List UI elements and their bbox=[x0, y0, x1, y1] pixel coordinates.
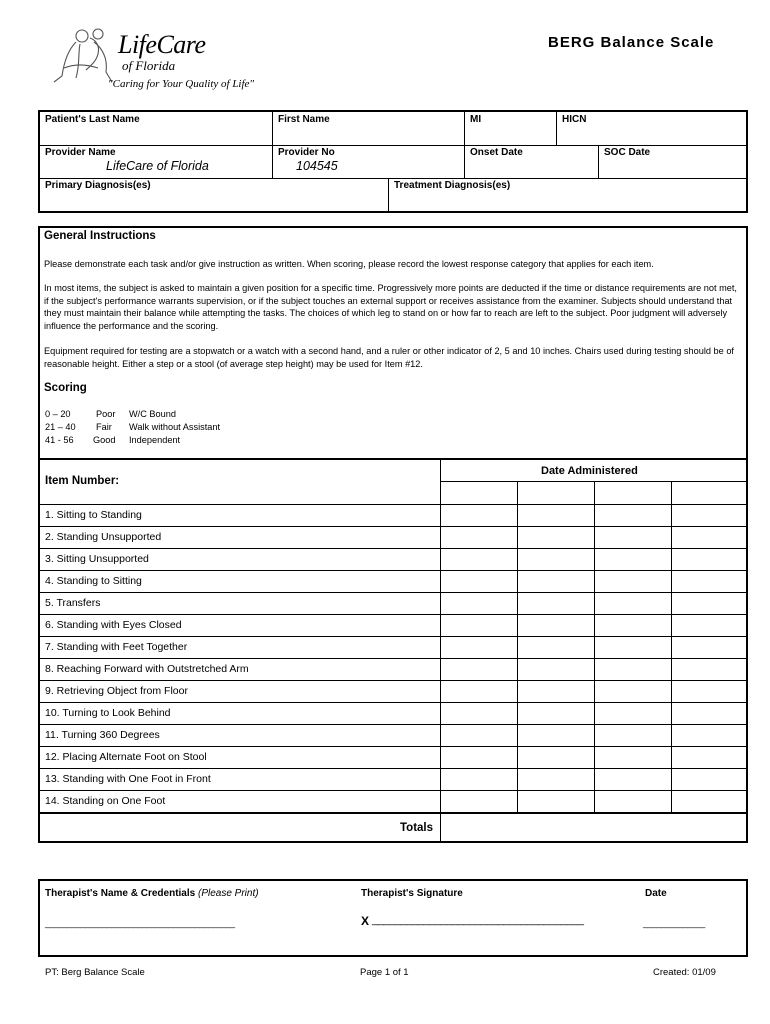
score-cell[interactable] bbox=[441, 527, 516, 547]
score-cell[interactable] bbox=[441, 769, 516, 789]
score-cell[interactable] bbox=[595, 769, 670, 789]
table-row-label: 7. Standing with Feet Together bbox=[45, 641, 188, 653]
scoring-level-2: Fair bbox=[96, 422, 112, 432]
score-cell[interactable] bbox=[672, 637, 746, 657]
score-cell[interactable] bbox=[672, 769, 746, 789]
hicn-label: HICN bbox=[562, 114, 587, 125]
score-cell[interactable] bbox=[518, 703, 593, 723]
score-cell[interactable] bbox=[518, 505, 593, 525]
therapist-signature-field[interactable]: _____________________________________ bbox=[372, 914, 584, 926]
soc-date-label: SOC Date bbox=[604, 147, 651, 158]
score-cell[interactable] bbox=[595, 527, 670, 547]
footer-created-date: Created: 01/09 bbox=[653, 967, 716, 978]
general-instructions-heading: General Instructions bbox=[44, 230, 156, 242]
provider-no-value: 104545 bbox=[296, 159, 338, 173]
date-column-divider bbox=[440, 458, 441, 843]
scoring-level-1: Poor bbox=[96, 409, 116, 419]
score-cell[interactable] bbox=[672, 505, 746, 525]
footer-page-number: Page 1 of 1 bbox=[360, 967, 409, 978]
score-cell[interactable] bbox=[518, 791, 593, 811]
scoring-range-3: 41 - 56 bbox=[45, 435, 74, 445]
score-cell[interactable] bbox=[672, 681, 746, 701]
logo-brand: LifeCare bbox=[118, 30, 206, 59]
score-cell[interactable] bbox=[518, 527, 593, 547]
score-cell[interactable] bbox=[518, 769, 593, 789]
score-cell[interactable] bbox=[672, 615, 746, 635]
score-cell[interactable] bbox=[441, 615, 516, 635]
instructions-paragraph-1: Please demonstrate each task and/or give instruction as written. When scoring, please record the lowest response category that applies for each item. bbox=[44, 259, 654, 269]
table-row-label: 9. Retrieving Object from Floor bbox=[45, 685, 188, 697]
table-row-label: 10. Turning to Look Behind bbox=[45, 707, 171, 719]
logo-subtitle: of Florida bbox=[122, 58, 176, 73]
date-label: Date bbox=[645, 888, 667, 899]
score-cell[interactable] bbox=[595, 747, 670, 767]
date-administered-label: Date Administered bbox=[541, 465, 638, 477]
score-cell[interactable] bbox=[518, 637, 593, 657]
score-cell[interactable] bbox=[595, 637, 670, 657]
score-cell[interactable] bbox=[672, 659, 746, 679]
score-cell[interactable] bbox=[518, 571, 593, 591]
score-cell[interactable] bbox=[518, 593, 593, 613]
score-cell[interactable] bbox=[518, 747, 593, 767]
provider-no-label: Provider No bbox=[278, 147, 335, 158]
totals-divider bbox=[38, 812, 748, 814]
totals-label: Totals bbox=[400, 822, 434, 834]
footer-form-name: PT: Berg Balance Scale bbox=[45, 967, 145, 978]
score-cell[interactable] bbox=[518, 681, 593, 701]
score-cell[interactable] bbox=[672, 747, 746, 767]
score-cell[interactable] bbox=[441, 747, 516, 767]
therapist-name-label: Therapist's Name & Credentials bbox=[45, 888, 196, 899]
score-cell[interactable] bbox=[441, 571, 516, 591]
scoring-range-1: 0 – 20 bbox=[45, 409, 71, 419]
score-cell[interactable] bbox=[518, 725, 593, 745]
scoring-heading: Scoring bbox=[44, 382, 87, 394]
treatment-diagnosis-label: Treatment Diagnosis(es) bbox=[394, 180, 511, 191]
logo-figure-icon bbox=[50, 24, 120, 86]
scoring-range-2: 21 – 40 bbox=[45, 422, 76, 432]
score-cell[interactable] bbox=[672, 571, 746, 591]
table-row-label: 12. Placing Alternate Foot on Stool bbox=[45, 751, 207, 763]
score-cell[interactable] bbox=[441, 549, 516, 569]
date-column-divider bbox=[517, 481, 518, 812]
score-cell[interactable] bbox=[518, 659, 593, 679]
scoring-level-3: Good bbox=[93, 435, 116, 445]
table-row-label: 4. Standing to Sitting bbox=[45, 575, 142, 587]
instructions-paragraph-2: In most items, the subject is asked to maintain a given position for a specific time. Progressively more points are deducted if the time or distance requirements are not met, if the subject's performance warrants supervision, or if the subject touches an external support or receives assistance from the examiner. Subjects should understand that they must maintain their balance while attempting the tasks. The choices of which leg to stand on or how far to reach are left to the subject. Poor judgment will adversely influence the performance and the scoring. bbox=[44, 283, 737, 331]
score-cell[interactable] bbox=[595, 703, 670, 723]
scoring-desc-2: Walk without Assistant bbox=[129, 422, 221, 432]
score-cell[interactable] bbox=[595, 549, 670, 569]
table-row-label: 1. Sitting to Standing bbox=[45, 509, 142, 521]
score-cell[interactable] bbox=[595, 593, 670, 613]
score-cell[interactable] bbox=[672, 725, 746, 745]
provider-name-label: Provider Name bbox=[45, 147, 116, 158]
score-cell[interactable] bbox=[595, 791, 670, 811]
score-cell[interactable] bbox=[672, 593, 746, 613]
table-row-label: 14. Standing on One Foot bbox=[45, 795, 166, 807]
score-cell[interactable] bbox=[595, 571, 670, 591]
score-cell[interactable] bbox=[672, 527, 746, 547]
table-row-label: 11. Turning 360 Degrees bbox=[45, 729, 160, 741]
score-cell[interactable] bbox=[595, 725, 670, 745]
therapist-name-hint: (Please Print) bbox=[198, 888, 259, 899]
score-cell[interactable] bbox=[441, 659, 516, 679]
table-row-label: 3. Sitting Unsupported bbox=[45, 553, 149, 565]
score-cell[interactable] bbox=[441, 637, 516, 657]
table-row-label: 5. Transfers bbox=[45, 597, 101, 609]
onset-date-label: Onset Date bbox=[470, 147, 523, 158]
primary-diagnosis-label: Primary Diagnosis(es) bbox=[45, 180, 151, 191]
mi-label: MI bbox=[470, 114, 482, 125]
score-cell[interactable] bbox=[672, 549, 746, 569]
score-cell[interactable] bbox=[595, 615, 670, 635]
first-name-label: First Name bbox=[278, 114, 330, 125]
score-cell[interactable] bbox=[595, 681, 670, 701]
score-cell[interactable] bbox=[441, 725, 516, 745]
score-cell[interactable] bbox=[441, 681, 516, 701]
score-cell[interactable] bbox=[441, 593, 516, 613]
table-row-label: 2. Standing Unsupported bbox=[45, 531, 162, 543]
score-cell[interactable] bbox=[518, 549, 593, 569]
therapist-name-label-group bbox=[45, 888, 259, 899]
date-column-divider bbox=[594, 481, 595, 812]
provider-name-value: LifeCare of Florida bbox=[106, 159, 209, 173]
score-cell[interactable] bbox=[441, 505, 516, 525]
patient-last-name-label: Patient's Last Name bbox=[45, 114, 140, 125]
item-number-label: Item Number: bbox=[45, 475, 120, 487]
score-cell[interactable] bbox=[441, 791, 516, 811]
therapist-signature-label: Therapist's Signature bbox=[361, 888, 463, 899]
logo-tagline: "Caring for Your Quality of Life" bbox=[108, 78, 255, 90]
date-field[interactable]: ______________ bbox=[643, 918, 705, 928]
signature-x-mark: X bbox=[361, 914, 370, 928]
score-cell[interactable] bbox=[595, 659, 670, 679]
score-cell[interactable] bbox=[441, 703, 516, 723]
therapist-name-field[interactable]: ___________________________________________ bbox=[45, 918, 235, 928]
instructions-paragraph-3: Equipment required for testing are a stopwatch or a watch with a second hand, and a ruler or other indicator of 2, 5 and 10 inches. Chairs used during testing should be of reasonable height. Either a step or a stool (of average step height) may be used for Item #12. bbox=[44, 346, 734, 369]
score-cell[interactable] bbox=[518, 615, 593, 635]
table-row-label: 8. Reaching Forward with Outstretched Arm bbox=[45, 663, 249, 675]
scoring-desc-3: Independent bbox=[129, 435, 181, 445]
score-cell[interactable] bbox=[672, 791, 746, 811]
score-cell[interactable] bbox=[672, 703, 746, 723]
date-column-divider bbox=[671, 481, 672, 812]
table-row-label: 6. Standing with Eyes Closed bbox=[45, 619, 182, 631]
score-cell[interactable] bbox=[595, 505, 670, 525]
document-title: BERG Balance Scale bbox=[548, 34, 715, 51]
scoring-desc-1: W/C Bound bbox=[129, 409, 176, 419]
table-row-label: 13. Standing with One Foot in Front bbox=[45, 773, 211, 785]
